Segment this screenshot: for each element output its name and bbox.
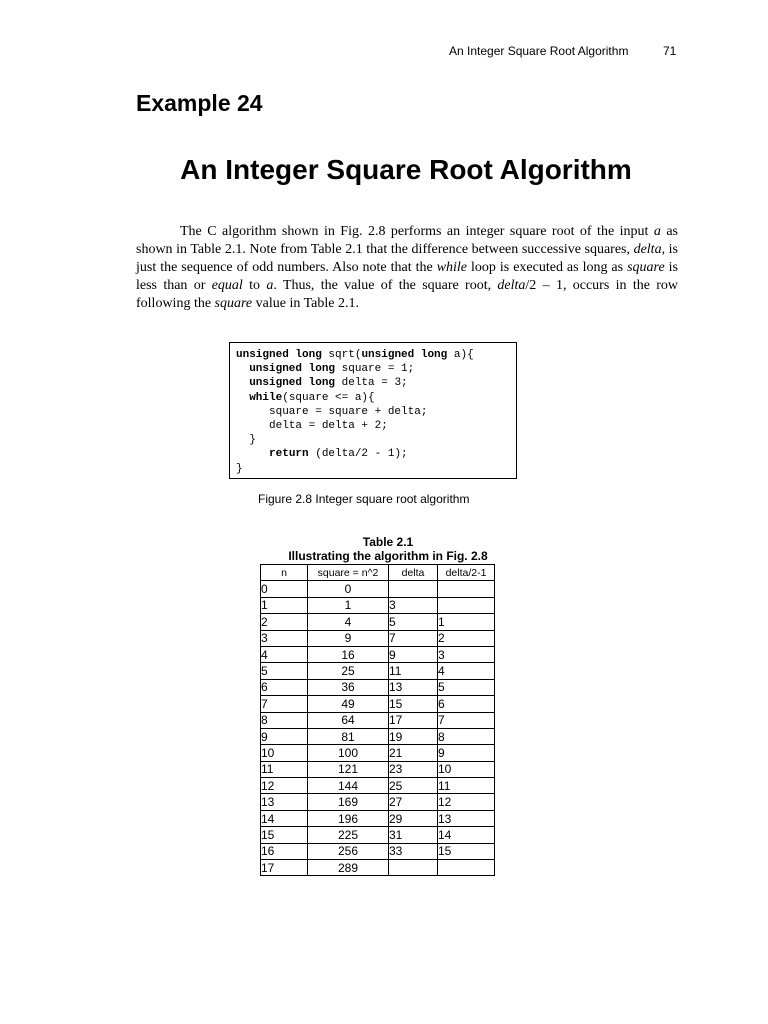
cell-delta-half: 14 [438, 827, 495, 843]
table-header-row [261, 565, 495, 581]
code-text: } [236, 434, 256, 447]
table-caption-number: Table 2.1 [362, 535, 414, 549]
cell-square: 1 [308, 597, 389, 613]
code-line [236, 433, 516, 447]
chapter-title: An Integer Square Root Algorithm [180, 154, 632, 185]
cell-square: 9 [308, 630, 389, 646]
cell-delta-half: 11 [438, 778, 495, 794]
table-row [261, 761, 495, 777]
running-head [0, 44, 768, 60]
cell-square: 0 [308, 581, 389, 597]
table-row [261, 646, 495, 662]
code-text [236, 448, 269, 460]
intro-text: , is just the sequence of odd numbers. Also note that the [136, 242, 678, 275]
code-line [236, 405, 516, 419]
intro-italic-term: a [266, 278, 274, 293]
cell-square: 4 [308, 614, 389, 630]
intro-italic-term: square [627, 260, 665, 275]
table-caption [240, 535, 536, 563]
cell-delta: 29 [389, 810, 438, 826]
table-row [261, 827, 495, 843]
cell-square: 25 [308, 663, 389, 679]
cell-square: 81 [308, 728, 389, 744]
intro-text: loop is executed as long as [467, 260, 628, 275]
cell-delta-half: 12 [438, 794, 495, 810]
header-square: square = n^2 [308, 565, 389, 581]
table-row [261, 614, 495, 630]
cell-square: 225 [308, 827, 389, 843]
cell-delta-half: 10 [438, 761, 495, 777]
code-text: square = 1; [335, 363, 415, 376]
cell-delta: 9 [389, 646, 438, 662]
cell-delta-half [438, 860, 495, 876]
figure-caption: Figure 2.8 Integer square root algorithm [258, 492, 470, 506]
cell-square: 121 [308, 761, 389, 777]
cell-n: 4 [261, 646, 308, 662]
code-text: a){ [447, 349, 474, 361]
code-keyword: return [269, 448, 309, 461]
cell-delta-half: 1 [438, 614, 495, 630]
cell-delta-half: 6 [438, 696, 495, 712]
code-line [236, 348, 516, 362]
code-line [236, 391, 516, 405]
cell-square: 100 [308, 745, 389, 761]
cell-n: 7 [261, 696, 308, 712]
cell-delta: 15 [389, 696, 438, 712]
intro-italic-term: a [653, 224, 661, 239]
intro-text: value in Table 2.1. [252, 296, 359, 311]
table-row [261, 843, 495, 859]
cell-delta: 7 [389, 630, 438, 646]
code-text [236, 363, 249, 375]
intro-italic-term: delta [633, 242, 662, 257]
code-text: (delta/2 - 1); [308, 448, 408, 461]
intro-text: . Thus, the value of the square root, [273, 278, 498, 293]
code-keyword: unsigned long [361, 349, 448, 361]
cell-square: 64 [308, 712, 389, 728]
cell-delta: 13 [389, 679, 438, 695]
page-number: 71 [663, 44, 677, 58]
cell-delta-half: 15 [438, 843, 495, 859]
header-n: n [261, 565, 308, 581]
cell-delta-half: 8 [438, 728, 495, 744]
table-row [261, 778, 495, 794]
table-row [261, 794, 495, 810]
code-line [236, 362, 516, 376]
header-delta: delta [389, 565, 438, 581]
intro-text: to [242, 278, 267, 293]
cell-delta-half: 3 [438, 646, 495, 662]
intro-paragraph [136, 223, 678, 313]
cell-delta: 11 [389, 663, 438, 679]
cell-square: 144 [308, 778, 389, 794]
cell-n: 1 [261, 597, 308, 613]
cell-n: 14 [261, 810, 308, 826]
cell-n: 16 [261, 843, 308, 859]
cell-delta [389, 860, 438, 876]
intro-italic-term: square [214, 296, 253, 311]
cell-delta-half: 7 [438, 712, 495, 728]
running-head-title: An Integer Square Root Algorithm [449, 44, 629, 58]
cell-delta [389, 581, 438, 597]
cell-delta: 23 [389, 761, 438, 777]
cell-n: 12 [261, 778, 308, 794]
table-row [261, 597, 495, 613]
table-row [261, 860, 495, 876]
cell-delta: 21 [389, 745, 438, 761]
code-keyword: unsigned long [236, 349, 322, 361]
cell-n: 8 [261, 712, 308, 728]
cell-n: 13 [261, 794, 308, 810]
table-row [261, 728, 495, 744]
cell-square: 256 [308, 843, 389, 859]
cell-delta: 3 [389, 597, 438, 613]
table-row [261, 679, 495, 695]
cell-delta-half: 5 [438, 679, 495, 695]
code-text: sqrt( [321, 349, 362, 361]
cell-n: 10 [261, 745, 308, 761]
table-row [261, 663, 495, 679]
code-text: delta = delta + 2; [236, 419, 388, 432]
cell-n: 9 [261, 728, 308, 744]
cell-square: 49 [308, 696, 389, 712]
cell-delta: 17 [389, 712, 438, 728]
code-text: delta = 3; [335, 377, 408, 390]
intro-text: is less than or [136, 260, 678, 293]
intro-text: /2 – 1, occurs in the row following the [136, 278, 679, 311]
cell-n: 6 [261, 679, 308, 695]
table-row [261, 745, 495, 761]
intro-italic-term: while [436, 260, 468, 275]
table-row [261, 581, 495, 597]
cell-square: 16 [308, 646, 389, 662]
intro-text: The C algorithm shown in Fig. 2.8 performs an integer square root of the input [180, 224, 654, 239]
header-delta-half: delta/2-1 [438, 565, 495, 581]
table-row [261, 630, 495, 646]
code-keyword: while [249, 391, 283, 404]
cell-delta-half: 4 [438, 663, 495, 679]
code-keyword: unsigned long [249, 363, 336, 376]
example-label: Example 24 [136, 90, 263, 116]
cell-n: 3 [261, 630, 308, 646]
code-line [236, 447, 516, 461]
intro-text: as shown in Table 2.1. Note from Table 2.1 that the difference between successive squares, [136, 224, 678, 257]
cell-n: 5 [261, 663, 308, 679]
cell-delta-half [438, 597, 495, 613]
cell-n: 2 [261, 614, 308, 630]
cell-delta-half [438, 581, 495, 597]
intro-italic-term: delta [497, 278, 526, 293]
table-row [261, 712, 495, 728]
cell-n: 0 [261, 581, 308, 597]
code-line [236, 462, 516, 476]
code-text: } [236, 462, 243, 475]
cell-square: 289 [308, 860, 389, 876]
cell-delta: 5 [389, 614, 438, 630]
cell-square: 169 [308, 794, 389, 810]
code-text [236, 377, 249, 389]
data-table [260, 564, 495, 876]
table-row [261, 810, 495, 826]
cell-n: 11 [261, 761, 308, 777]
cell-delta-half: 9 [438, 745, 495, 761]
cell-delta: 19 [389, 728, 438, 744]
table-row [261, 696, 495, 712]
cell-n: 17 [261, 860, 308, 876]
code-line [236, 419, 516, 433]
code-text [236, 392, 249, 404]
cell-delta: 25 [389, 778, 438, 794]
code-line [236, 376, 516, 390]
cell-delta-half: 2 [438, 630, 495, 646]
cell-square: 196 [308, 810, 389, 826]
code-text: square = square + delta; [236, 405, 428, 418]
cell-delta: 33 [389, 843, 438, 859]
code-text: (square <= a){ [282, 391, 375, 404]
cell-delta: 27 [389, 794, 438, 810]
cell-delta-half: 13 [438, 810, 495, 826]
table-caption-title: Illustrating the algorithm in Fig. 2.8 [288, 549, 488, 563]
cell-n: 15 [261, 827, 308, 843]
cell-delta: 31 [389, 827, 438, 843]
cell-square: 36 [308, 679, 389, 695]
intro-italic-term: equal [211, 278, 243, 293]
code-listing [229, 342, 517, 479]
code-keyword: unsigned long [249, 377, 336, 390]
